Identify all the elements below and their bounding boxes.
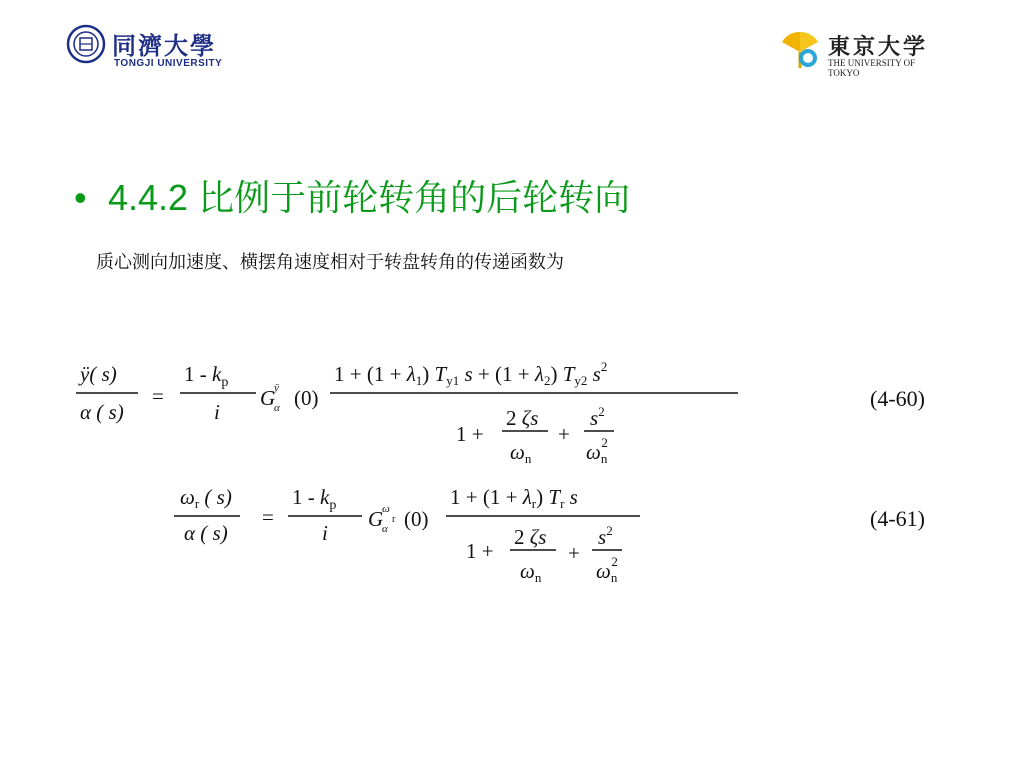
svg-text:2 ζs: 2 ζs — [506, 406, 539, 430]
university-of-tokyo-logo — [778, 28, 948, 78]
svg-text:1 + (1 + λr) Tr s: 1 + (1 + λr) Tr s — [450, 485, 578, 511]
svg-text:r: r — [392, 514, 396, 525]
svg-text:G: G — [368, 507, 384, 531]
title-bullet: • — [74, 177, 87, 218]
tokyo-name-cn: 東京大学 — [828, 34, 929, 60]
svg-text:1 - kp: $1 - k_p$ — [184, 362, 229, 390]
equation-4-60-formula — [0, 355, 1024, 495]
tongji-university-logo — [66, 24, 246, 74]
svg-text:ωn: ωn — [510, 440, 532, 466]
svg-text:=: = — [152, 384, 164, 408]
ginkgo-leaf-icon — [778, 28, 822, 72]
svg-text:α ( s): α ( s) — [80, 400, 124, 424]
svg-text:s2: $s^2$ — [590, 404, 605, 430]
svg-text:α: α — [382, 523, 388, 535]
title-text: 4.4.2 比例于前轮转角的后轮转向 — [108, 177, 631, 218]
svg-text:s2: $s^2$ — [598, 523, 613, 549]
svg-text:α ( s): α ( s) — [184, 521, 228, 545]
svg-text:ωn: ωn — [520, 559, 542, 585]
svg-text:ωr ( s): ωr ( s) — [180, 485, 232, 511]
equation-number-4-61: (4-61) — [870, 506, 925, 531]
svg-text:1 +: 1 + — [456, 422, 484, 446]
tongji-name-cn: 同濟大學 — [112, 31, 216, 60]
svg-text:+: + — [568, 541, 580, 565]
slide-title — [74, 170, 630, 221]
svg-text:=: = — [262, 505, 274, 529]
svg-text:i: i — [214, 400, 220, 424]
slide-subtitle: 质心测向加速度、横摆角速度相对于转盘转角的传递函数为 — [96, 252, 564, 273]
svg-text:+: + — [558, 422, 570, 446]
svg-text:ω: ω — [382, 503, 390, 515]
svg-text:2 ζs: 2 ζs — [514, 525, 547, 549]
tongji-name-en: TONGJI UNIVERSITY — [114, 58, 223, 69]
svg-text:(0): (0) — [294, 386, 319, 410]
svg-text:α: α — [274, 402, 280, 414]
svg-text:ωn2: ωn2 — [586, 435, 608, 466]
equation-4-61-formula — [0, 478, 1024, 588]
tokyo-name-en: THE UNIVERSITY OF TOKYO — [828, 58, 916, 78]
svg-text:(0): (0) — [404, 507, 429, 531]
svg-text:i: i — [322, 521, 328, 545]
tongji-seal-icon — [66, 24, 106, 64]
svg-text:1 - kp: $1 - k_p$ — [292, 485, 337, 513]
svg-text:1 + (1 + λ1) Ty1 s + (1: 1 + (1 + λ1) Ty1 s + (1 + λ2) Ty2 $s^2$ — [334, 359, 608, 388]
equation-number-4-60: (4-60) — [870, 386, 925, 411]
svg-text:1 +: 1 + — [466, 539, 494, 563]
svg-text:ωn2: ωn2 — [596, 554, 618, 585]
svg-text:ÿ: ÿ — [274, 382, 279, 394]
svg-text:G: G — [260, 386, 276, 410]
svg-text:ÿ( s): ÿ( s) — [80, 362, 117, 386]
